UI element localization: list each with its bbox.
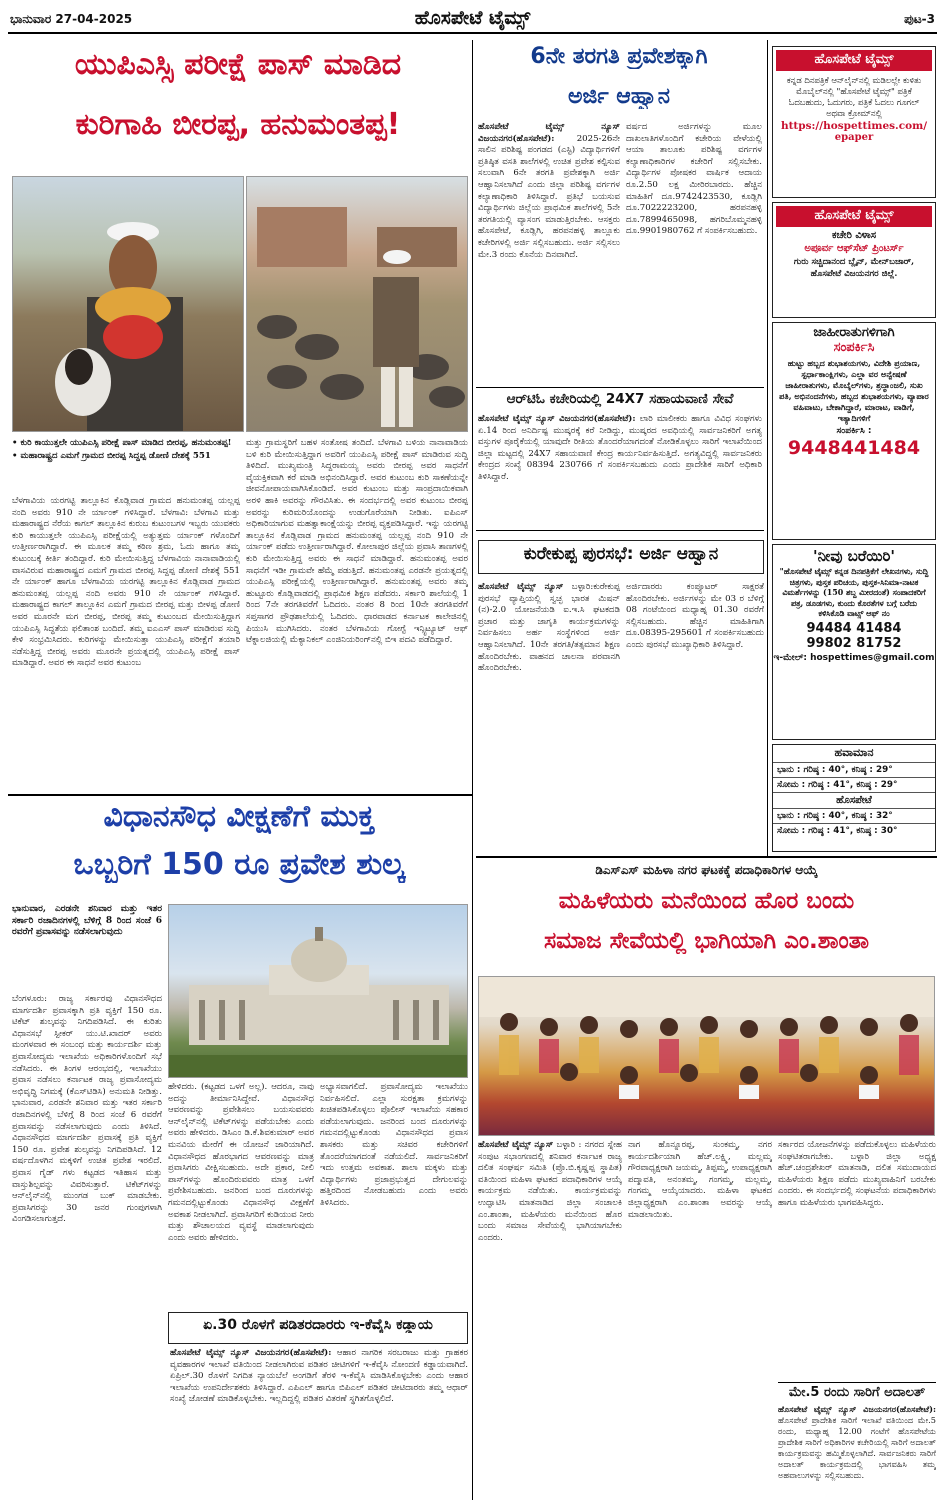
sidebar-ad-contact [772, 322, 936, 540]
adalat-story [778, 1404, 936, 1500]
ekyc-text: ಆಹಾರ ನಾಗರಿಕ ಸರಬರಾಜು ಮತ್ತು ಗ್ರಾಹಕರ ವ್ಯವಹಾರಗಳ ಇಲಾಖೆ ವತಿಯಿಂದ ನೀಡಲಾಗಿರುವ ಪಡಿತರ ಚೀಟಿಗಳಿಗೆ ಇ-ಕೆವೈಸಿ ನೋಂದಣಿ ಕಡ್ಡಾಯವಾಗಿದೆ. ಏಪ್ರಿಲ್.30 ರೊಳಗೆ ನಿಗದಿತ ನ್ಯಾಯಬೆಲೆ ಅಂಗಡಿಗೆ ತೆರಳಿ ಇ-ಕೆವೈಸಿ ಮಾಡಿಸಿಕೊಳ್ಳಬೇಕು ಎಂದು ಆಹಾರ ಇಲಾಖೆಯ ಉಪನಿರ್ದೇಶಕರು ತಿಳಿಸಿದ್ದಾರೆ. ಎಪಿಎಲ್ ಹಾಗೂ ಬಿಪಿಎಲ್ ಪಡಿತರ ಚೀಟಿದಾರರು ತಮ್ಮ ಆಧಾರ್ ಸಂಖ್ಯೆ ಜೋಡಣೆ ಮಾಡಿಕೊಳ್ಳಬೇಕು. ಇಲ್ಲದಿದ್ದಲ್ಲಿ ಪಡಿತರ ವಿತರಣೆ ಸ್ಥಗಿತಗೊಳ್ಳಲಿದೆ. [170, 1348, 468, 1405]
sheep-flock-icon [247, 177, 468, 432]
sidebar-ad2-office-label: ಕಚೇರಿ ವಿಳಾಸ [831, 229, 877, 241]
admission-byline: ಹೊಸಪೇಟೆ ಟೈಮ್ಸ್ ನ್ಯೂಸ್ ವಿಜಯನಗರ(ಹೊಸಪೇಟೆ): [478, 122, 620, 144]
sidebar-ad3-text: ಹುಟ್ಟು ಹಬ್ಬದ ಶುಭಾಶಯಗಳು, ವಿದೇಶಿ ಪ್ರಯಾಣ, ಸ್ಪರ್ಧಾಕಾಂಕ್ಷಿಗಳು, ಎಲ್ಲಾ ವರ ಅನ್ವೇಷಣೆ ಜಾಹೀರಾತುಗಳು, ಮೊಬೈಲ್‌ಗಳು, ಶ್ರದ್ಧಾಂಜಲಿ, ಸುಖ ಪತಿ, ಅಭಿನಂದನೆಗಳು, ಹಬ್ಬದ ಶುಭಾಶಯಗಳು, ವ್ಯಾಪಾರ ವಹಿವಾಟು, ಬೇಕಾಗಿದ್ದಾರೆ, ಮಾರಾಟ, ವಾಡಿಗೆ, ಇತ್ಯಾದಿಗಳಿಗೆ [779, 357, 929, 423]
sidebar-ad4-phone-1[interactable]: 94484 41484 [806, 620, 902, 636]
vidhana-building-icon [169, 905, 468, 1078]
adalat-headline: ಮೇ.5 ರಂದು ಸಾರಿಗೆ ಅದಾಲತ್ [778, 1382, 936, 1401]
dss-kicker: ಡಿಎಸ್ಎಸ್ ಮಹಿಳಾ ನಗರ ಘಟಕಕ್ಕೆ ಪದಾಧಿಕಾರಿಗಳ ಆಯ್ಕೆ [595, 864, 818, 877]
dss-column-3: ಸರ್ಕಾರದ ಯೋಜನೆಗಳನ್ನು ಪಡೆದುಕೊಳ್ಳಲು ಮಹಿಳೆಯರು ಸಂಘಟಿತರಾಗಬೇಕು. ಬಳ್ಳಾರಿ ಜಿಲ್ಲಾ ಅಧ್ಯಕ್ಷ ಹೆಚ್.ಚಂದ್ರಶೇಖರ್ ಮಾತನಾಡಿ, ದಲಿತ ಸಮುದಾಯದ ಮಹಿಳೆಯರು ಶಿಕ್ಷಣ ಪಡೆದು ಮುಖ್ಯವಾಹಿನಿಗೆ ಬರಬೇಕು ಎಂದರು. ಈ ಸಂದರ್ಭದಲ್ಲಿ ಸಂಘಟನೆಯ ಪದಾಧಿಕಾರಿಗಳು ಹಾಗೂ ಮಹಿಳೆಯರು ಭಾಗವಹಿಸಿದ್ದರು. [778, 1140, 936, 1208]
vidhana-column-3: ಅಭ್ಯಾಸವಾಗಲಿದೆ. ಪ್ರವಾಸೋದ್ಯಮ ಇಲಾಖೆಯು ನಿರ್ವಹಿಸಲಿದೆ. ಎಲ್ಲಾ ಸುರಕ್ಷತಾ ಕ್ರಮಗಳನ್ನು ಖಚಿತಪಡಿಸಿಕೊಳ್ಳಲು ಪೊಲೀಸ್ ಇಲಾಖೆಯ ಸಹಕಾರ ಪಡೆಯಲಾಗುವುದು. ಜನರಿಂದ ಬಂದ ದೂರುಗಳನ್ನು ಗಮನದಲ್ಲಿಟ್ಟುಕೊಂಡು ವಿಧಾನಸೌಧದ ಪ್ರವಾಸ ಶಾಸಕರು ಮತ್ತು ಸಚಿವರ ಕಚೇರಿಗಳಿಗೆ ತೊಂದರೆಯಾಗದಂತೆ ನಡೆಯಲಿದೆ. ಸಾರ್ವಜನಿಕರಿಗೆ ಇದು ಉತ್ತಮ ಅವಕಾಶ. ಶಾಲಾ ಮಕ್ಕಳು ಮತ್ತು ವಿದ್ಯಾರ್ಥಿಗಳು ಪ್ರಜಾಪ್ರಭುತ್ವದ ದೇಗುಲವನ್ನು ಹತ್ತಿರದಿಂದ ನೋಡಬಹುದು ಎಂದು ಅವರು ತಿಳಿಸಿದರು. [320, 1082, 468, 1208]
adalat-byline: ಹೊಸಪೇಟೆ ಟೈಮ್ಸ್ ನ್ಯೂಸ್ ವಿಜಯನಗರ(ಹೊಸಪೇಟೆ): [778, 1404, 936, 1414]
sidebar-ad4-email-label: ಇ-ಮೇಲ್: [773, 652, 807, 663]
birappa-figure-icon [13, 177, 244, 432]
masthead-title: ಹೊಸಪೇಟೆ ಟೈಮ್ಸ್ [414, 7, 531, 29]
admission-headline-1: 6ನೇ ತರಗತಿ ಪ್ರವೇಶಕ್ಕಾಗಿ [530, 44, 708, 69]
sidebar-ad2-printer: ಅಪೂರ್ವ ಆಫ್‌ಸೆಟ್ ಪ್ರಿಂಟರ್ಸ್ [804, 243, 904, 255]
sidebar-ad1-title: ಹೊಸಪೇಟೆ ಟೈಮ್ಸ್ [776, 50, 932, 71]
sidebar-ad4-title: 'ನೀವು ಬರೆಯಿರಿ' [812, 547, 895, 565]
lead-headline-1: ಯುಪಿಎಸ್ಸಿ ಪರೀಕ್ಷೆ ಪಾಸ್ ಮಾಡಿದ [74, 48, 402, 82]
lead-column-1: ಬೆಳಗಾವಿಯ ಯರಗಟ್ಟಿ ತಾಲ್ಲೂಕಿನ ಕೊಡ್ಲಿವಾಡ ಗ್ರಾಮದ ಹನುಮಂತಪ್ಪ ಯಲ್ಲಪ್ಪ ನಂದಿ ಅವರು 910 ನೇ ರ್ಯಾಂಕ್ ಗಳಿಸಿದ್ದಾರೆ. ಬೆಳಗಾವಿ: ಬೆಳಗಾವಿ ಮತ್ತು ಮಹಾರಾಷ್ಟ್ರದ ನೆರೆಯ ಕಾಗಲ್ ತಾಲ್ಲೂಕಿನ ಕುರುಬ ಕುಟುಂಬಗಳ ಇಬ್ಬರು ಯುವಕರು ಕುರಿ ಕಾಯುತ್ತಲೇ ಯುಪಿಎಸ್ಸಿ ಪರೀಕ್ಷೆಯಲ್ಲಿ ಅತ್ಯುತ್ತಮ ರ್ಯಾಂಕ್ ಗಳೊಂದಿಗೆ ಉತ್ತೀರ್ಣರಾಗಿದ್ದಾರೆ. ಈ ಮೂಲಕ ತಮ್ಮ ಕಠಿಣ ಶ್ರಮ, ಓದು ಹಾಗೂ ತಮ್ಮ ಕುಟುಂಬಕ್ಕೆ ಕೀರ್ತಿ ತಂದಿದ್ದಾರೆ. ಕುರಿ ಮೇಯಿಸುತ್ತಿದ್ದ ಬೆಳಗಾವಿಯ ನಾನಾವಾಡಿಯಲ್ಲಿ ವಾಸವಿರುವ ಮಹಾರಾಷ್ಟ್ರದ ಎಮಗೆ ಗ್ರಾಮದ ಬೀರಪ್ಪ ಸಿದ್ದಪ್ಪ ಡೋಣಿ ದೇಶಕ್ಕೆ 551 ನೇ ರ್ಯಾಂಕ್ ಹಾಗೂ ಬೆಳಗಾವಿಯ ಯರಗಟ್ಟಿ ತಾಲ್ಲೂಕಿನ ಕೊಡ್ಲಿವಾಡ ಗ್ರಾಮದ ಹನುಮಂತಪ್ಪ ಯಲ್ಲಪ್ಪ ನಂದಿ ಅವರು 910 ನೇ ರ್ಯಾಂಕ್ ಗಳಿಸಿದ್ದಾರೆ. ಮಹಾರಾಷ್ಟ್ರದ ಕಾಗಲ್ ತಾಲ್ಲೂಕಿನ ಎಮಗೆ ಗ್ರಾಮದ ಬೀರಪ್ಪ ಮತ್ತು ಬೀಳಪ್ಪ ಡೋಣಿ ಅವರ ಮೂರನೇ ಮಗ ಬೀರಪ್ಪ, ಬೀರಪ್ಪ ತಮ್ಮ ಕುಟುಂಬದ ಮೇಯಿಸುತ್ತಿದ್ದಾಗ ಯುಪಿಎಸ್ಸಿ ಸಿದ್ಧತೆಯ ಫಲಿತಾಂಶ ಬಂದಿದೆ. ತಮ್ಮ ಐಎಎಸ್ ಪಾಸ್ ಮಾಡಿರುವ ಸುದ್ದಿ ಕೇಳಿ ಸಂಭ್ರಮಿಸಿದರು. ಕುರಿಗಳನ್ನು ಮೇಯಿಸುತ್ತಾ ಯುಪಿಎಸ್ಸಿ ಪರೀಕ್ಷೆಗೆ ತಯಾರಿ ನಡೆಸುತ್ತಿದ್ದ ಬೀರಪ್ಪ ಅವರು ಮೂರನೇ ಪ್ರಯತ್ನದಲ್ಲಿ ಯುಪಿಎಸ್ಸಿ ಪರೀಕ್ಷೆ ಪಾಸ್ ಮಾಡಿದ್ದಾರೆ. ಅವರ ಈ ಸಾಧನೆ ಅವರ ಕುಟುಂಬ [12, 496, 240, 669]
kurekuppa-column-1 [478, 582, 620, 852]
ekyc-headline: ಏ.30 ರೊಳಗೆ ಪಡಿತರದಾರರು ಇ-ಕೆವೈಸಿ ಕಡ್ಡಾಯ [203, 1317, 433, 1333]
sidebar-ad4-text: "ಹೊಸಪೇಟೆ ಟೈಮ್ಸ್ ಕನ್ನಡ ದಿನಪತ್ರಿಕೆಗೆ ಲೇಖನಗಳು, ಸುದ್ದಿ ಚಿತ್ರಗಳು, ಪುಸ್ತಕ ಪರಿಚಯ, ಪುಸ್ತಕ-ಸಿನಿಮಾ-ನಾಟಕ ವಿಮರ್ಶೆಗಳನ್ನು (150 ಶಬ್ದ ಮೀರದಂತೆ) ಸಂಪಾದಕರಿಗೆ ಪತ್ರ, ಡೂಡಗಳು, ಕುಂದು ಕೊರತೆಗಳ ಬಗ್ಗೆ ಬರೆದು ಕಳಿಸಿಕೊಡಿ ವಾಟ್ಸ್ ಆಫ್ ನಂ [779, 567, 929, 619]
weather-row-3: ಭಾನು : ಗರಿಷ್ಠ : 40°, ಕನಿಷ್ಠ : 32° [773, 809, 935, 824]
admission-column-2: ವರ್ಷದ ಅರ್ಜಿಗಳನ್ನು ಮೂಲ ದಾಖಲಾತಿಗಳೊಂದಿಗೆ ಕಚೇರಿಯ ವೇಳೆಯಲ್ಲಿ ಆಯಾ ತಾಲೂಕು ಪರಿಶಿಷ್ಟ ವರ್ಗಗಳ ಕಲ್ಯಾಣಾಧಿಕಾರಿಗಳ ಕಚೇರಿಗೆ ಸಲ್ಲಿಸಬೇಕು. ವಿದ್ಯಾರ್ಥಿಗಳ ಪೋಷಕರ ವಾರ್ಷಿಕ ಆದಾಯ ರೂ.2.50 ಲಕ್ಷ ಮೀರಿರಬಾರದು. ಹೆಚ್ಚಿನ ಮಾಹಿತಿಗೆ ದೂ.9742423530, ಕೂಡ್ಲಿಗಿ ದೂ.7022223200, ಹರಪನಹಳ್ಳಿ ದೂ.7899465098, ಹಗರಿಬೊಮ್ಮನಹಳ್ಳಿ ದೂ.9901980762 ಗೆ ಸಂಪರ್ಕಿಸಬಹುದು. [626, 122, 762, 237]
dss-text-1: ಬಳ್ಳಾರಿ : ನಗರದ ಸ್ನೇಹ ಸಂಪುಟ ಸಭಾಂಗಣದಲ್ಲಿ ಶನಿವಾರ ಕರ್ನಾಟಕ ರಾಜ್ಯ ದಲಿತ ಸಂಘರ್ಷ ಸಮಿತಿ (ಪ್ರೊ.ಬಿ.ಕೃಷ್ಣಪ್ಪ ಸ್ಥಾಪಿತ) ವತಿಯಿಂದ ಮಹಿಳಾ ಘಟಕದ ಪದಾಧಿಕಾರಿಗಳ ಆಯ್ಕೆ ಕಾರ್ಯಕ್ರಮ ನಡೆಯಿತು. ಕಾರ್ಯಕ್ರಮವನ್ನು ಉದ್ಘಾಟಿಸಿ ಮಾತನಾಡಿದ ಜಿಲ್ಲಾ ಸಂಚಾಲಕಿ ಎಂ.ಶಾಂತಾ, ಮಹಿಳೆಯರು ಮನೆಯಿಂದ ಹೊರ ಬಂದು ಸಮಾಜ ಸೇವೆಯಲ್ಲಿ ಭಾಗಿಯಾಗಬೇಕು ಎಂದರು. [478, 1140, 622, 1243]
weather-title: ಹವಾಮಾನ [773, 745, 935, 763]
sidebar-ad4-email-row [773, 653, 935, 663]
sidebar-ad4-email[interactable]: hospettimes@gmail.com [810, 652, 935, 663]
masthead [8, 4, 937, 34]
lead-bullet-1: • ಕುರಿ ಕಾಯುತ್ತಲೇ ಯುಪಿಎಸ್ಸಿ ಪರೀಕ್ಷೆ ಪಾಸ್ ಮಾಡಿದ ಬೀರಪ್ಪ, ಹನುಮಂತಪ್ಪ! [12, 438, 232, 448]
vidhana-column-2: ಹೇಳಿದರು. (ಕಟ್ಟಡದ ಒಳಗೆ ಅಲ್ಲ). ಆದರೂ, ನಾವು ಅದನ್ನು ತೀರ್ಮಾನಿಸಿದ್ದೇವೆ. ವಿಧಾನಸೌಧ ಆವರಣವನ್ನು ಪ್ರವೇಶಿಸಲು ಬಯಸುವವರು ಆನ್‌ಲೈನ್‌ನಲ್ಲಿ ಟಿಕೆಟ್‌ಗಳನ್ನು ಪಡೆಯಬೇಕು ಎಂದು ಅವರು ಹೇಳಿದರು. ಡಿಸಿಎಂ ಡಿ.ಕೆ.ಶಿವಕುಮಾರ್ ಅವರ ಮನವಿಯ ಮೇರೆಗೆ ಈ ಯೋಜನೆ ಜಾರಿಯಾಗಿದೆ. ವಿಧಾನಸೌಧದ ಹೊರಭಾಗದ ಆವರಣವನ್ನು ಮಾತ್ರ ಪ್ರವಾಸಿಗರು ವೀಕ್ಷಿಸಬಹುದು. ಅದೇ ಪ್ರಕಾರ, ನೀಲಿ ಪಾಸ್‌ಗಳನ್ನು ಹೊಂದಿರುವವರು ಮಾತ್ರ ಒಳಗೆ ಪ್ರವೇಶಿಸಬಹುದು. ಜನರಿಂದ ಬಂದ ದೂರುಗಳನ್ನು ಗಮನದಲ್ಲಿಟ್ಟುಕೊಂಡು ವಿಧಾನಸೌಧ ವೀಕ್ಷಣೆಗೆ ಅವಕಾಶ ನೀಡಲಾಗಿದೆ. ಪ್ರವಾಸಿಗರಿಗೆ ಕುಡಿಯುವ ನೀರು ಮತ್ತು ಶೌಚಾಲಯದ ವ್ಯವಸ್ಥೆ ಮಾಡಲಾಗುವುದು ಎಂದು ಅವರು ಹೇಳಿದರು. [168, 1082, 314, 1243]
weather-row-4: ಸೋಮ : ಗರಿಷ್ಠ : 41°, ಕನಿಷ್ಠ : 30° [777, 826, 898, 837]
helpline-story [478, 414, 762, 526]
dss-group-photo [478, 976, 935, 1136]
kurekuppa-headline: ಕುರೇಕುಪ್ಪ ಪುರಸಭೆ: ಅರ್ಜಿ ಆಹ್ವಾನ [523, 545, 719, 564]
lead-headline-2: ಕುರಿಗಾಹಿ ಬೀರಪ್ಪ, ಹನುಮಂತಪ್ಪ! [75, 108, 401, 142]
lead-column-2: ಮತ್ತು ಗ್ರಾಮಸ್ಥರಿಗೆ ಬಹಳ ಸಂತೋಷ ತಂದಿದೆ. ಬೆಳಗಾವಿ ಬಳಿಯ ನಾನಾವಾಡಿಯ ಬಳಿ ಕುರಿ ಮೇಯಿಸುತ್ತಿದ್ದಾಗ ಅವರಿಗೆ ಯುಪಿಎಸ್ಸಿ ಪರೀಕ್ಷೆ ಪಾಸ್ ಮಾಡಿರುವ ಸುದ್ದಿ ತಿಳಿದಿದೆ. ಮುಖ್ಯಮಂತ್ರಿ ಸಿದ್ದರಾಮಯ್ಯ ಅವರು ಬೀರಪ್ಪ ಅವರ ಸಾಧನೆಗೆ ವೈಯಕ್ತಿಕವಾಗಿ ಕರೆ ಮಾಡಿ ಅಭಿನಂದಿಸಿದ್ದಾರೆ. ಅವರ ಕುಟುಂಬ ಕುರಿ ಸಾಕಣೆಯನ್ನೇ ಜೀವನೋಪಾಯವಾಗಿಸಿಕೊಂಡಿದೆ. ಅವರ ಕುಟುಂಬ ಮತ್ತು ಸಾಂಪ್ರದಾಯಿಕವಾಗಿ ಅರಳಿ ಹಾಕಿ ಅವರನ್ನು ಗೌರವಿಸಿತು. ಈ ಸಂದರ್ಭದಲ್ಲಿ ಅವರ ಕುಟುಂಬ ಬೀರಪ್ಪ ಅವರನ್ನು ಕುರಿಮರಿಯೊಂದನ್ನು ಉಡುಗೊರೆಯಾಗಿ ನೀಡಿತು. ಐಪಿಎಸ್ ಅಧಿಕಾರಿಯಾಗುವ ಮಹತ್ವಾಕಾಂಕ್ಷೆಯನ್ನು ಬೀರಪ್ಪ ವ್ಯಕ್ತಪಡಿಸಿದ್ದಾರೆ. ಇನ್ನು ಯರಗಟ್ಟಿ ತಾಲ್ಲೂಕಿನ ಕೊಡ್ಲಿವಾಡ ಗ್ರಾಮದ ಹನುಮಂತಪ್ಪ ಯಲ್ಲಪ್ಪ ನಂದಿ 910 ನೇ ರ್ಯಾಂಕ್ ಪಡೆದು ಉತ್ತೀರ್ಣರಾಗಿದ್ದಾರೆ. ಕೋಲಾಪುರ ಜಿಲ್ಲೆಯ ಪ್ರವಾಸಿ ತಾಣಗಳಲ್ಲಿ ಕುರಿ ಮೇಯಿಸುತ್ತಿದ್ದ ಅವರು ಈ ಸಾಧನೆ ಮಾಡಿದ್ದಾರೆ. ಹನುಮಂತಪ್ಪ ಅವರ ಸಾಧನೆಗೆ ಇಡೀ ಗ್ರಾಮವೇ ಹೆಮ್ಮೆ ಪಡುತ್ತಿದೆ. ಹನುಮಂತಪ್ಪ ಎರಡನೇ ಪ್ರಯತ್ನದಲ್ಲಿ ಯುಪಿಎಸ್ಸಿ ಪರೀಕ್ಷೆಯಲ್ಲಿ ಉತ್ತೀರ್ಣರಾಗಿದ್ದಾರೆ. ಹನುಮಂತಪ್ಪ ಅವರು ತಮ್ಮ ಹುಟ್ಟೂರು ಕೊಡ್ಲಿವಾಡದಲ್ಲಿ ಪ್ರಾಥಮಿಕ ಶಿಕ್ಷಣ ಪಡೆದರು. ಸರ್ಕಾರಿ ಶಾಲೆಯಲ್ಲಿ 1 ರಿಂದ 7ನೇ ತರಗತಿವರೆಗೆ ಓದಿದರು. ನಂತರ 8 ರಿಂದ 10ನೇ ತರಗತಿವರೆಗೆ ಸಪ್ತಸಾಗರ ಪ್ರೌಢಶಾಲೆಯಲ್ಲಿ ಓದಿದರು. ಧಾರವಾಡದ ಕರ್ನಾಟಕ ಕಾಲೇಜಿನಲ್ಲಿ ಪಿಯುಸಿ ಮುಗಿಸಿದರು. ನಂತರ ಬೆಳಗಾವಿಯ ಗೋಗ್ಟೆ ಇನ್ಸ್ಟಿಟ್ಯೂಟ್ ಆಫ್ ಟೆಕ್ನಾಲಜಿಯಲ್ಲಿ ಮೆಕ್ಯಾನಿಕಲ್ ಎಂಜಿನಿಯರಿಂಗ್‌ನಲ್ಲಿ ಬಿಇ ಪದವಿ ಪಡೆದಿದ್ದಾರೆ. [246, 438, 468, 646]
sidebar-ad1-text: ಕನ್ನಡ ದಿನಪತ್ರಿಕೆ ಆನ್‌ಲೈನ್‌ನಲ್ಲಿ ಮಡಿಲಲ್ಲೇ ಕುಳಿತು ಮೊಬೈಲ್‌ನಲ್ಲಿ "ಹೊಸಪೇಟೆ ಟೈಮ್ಸ್" ಪತ್ರಿಕೆ ಓದಬಹುದು, ಓದುಗರು, ಪತ್ರಿಕೆ ಓದಲು ಗೂಗಲ್ ಅಥವಾ ಕ್ರೋಮ್‌ನಲ್ಲಿ [786, 74, 922, 118]
dss-headline-1: ಮಹಿಳೆಯರು ಮನೆಯಿಂದ ಹೊರ ಬಂದು [558, 888, 855, 914]
kurekuppa-column-2: ಅರ್ಜಿದಾರರು ಕಂಪ್ಯೂಟರ್ ಸಾಕ್ಷರತೆ ಹೊಂದಿರಬೇಕು. ಅರ್ಜಿಗಳನ್ನು ಮೇ 03 ರ ಬೆಳಿಗ್ಗೆ 08 ಗಂಟೆಯಿಂದ ಮಧ್ಯಾಹ್ನ 01.30 ರವರೆಗೆ ಸಲ್ಲಿಸಬಹುದು. ಹೆಚ್ಚಿನ ಮಾಹಿತಿಗಾಗಿ ದೂ.08395-295601 ಗೆ ಸಂಪರ್ಕಿಸಬಹುದು ಎಂದು ಪುರಸಭೆ ಮುಖ್ಯಾಧಿಕಾರಿ ತಿಳಿಸಿದ್ದಾರೆ. [626, 582, 764, 650]
adalat-text: ಹೊಸಪೇಟೆ ಪ್ರಾದೇಶಿಕ ಸಾರಿಗೆ ಇಲಾಖೆ ವತಿಯಿಂದ ಮೇ.5 ರಂದು, ಮಧ್ಯಾಹ್ನ 12.00 ಗಂಟೆಗೆ ಹೊಸಪೇಟೆಯ ಪ್ರಾದೇಶಿಕ ಸಾರಿಗೆ ಅಧಿಕಾರಿಗಳ ಕಚೇರಿಯಲ್ಲಿ ಸಾರಿಗೆ ಅದಾಲತ್ ಕಾರ್ಯಕ್ರಮವನ್ನು ಹಮ್ಮಿಕೊಳ್ಳಲಾಗಿದೆ. ಸಾರ್ವಜನಿಕರು ಸಾರಿಗೆ ಅದಾಲತ್ ಕಾರ್ಯಕ್ರಮದಲ್ಲಿ ಭಾಗವಹಿಸಿ ತಮ್ಮ ಅಹವಾಲುಗಳನ್ನು ಸಲ್ಲಿಸಬಹುದು. [778, 1415, 936, 1480]
weather-city: ಹೊಸಪೇಟೆ [773, 793, 935, 810]
vidhana-soudha-photo [168, 904, 468, 1078]
lead-bullets [12, 438, 240, 463]
helpline-headline: ಆರ್‌ಟಿಓ ಕಚೇರಿಯಲ್ಲಿ 24X7 ಸಹಾಯವಾಣಿ ಸೇವೆ [506, 392, 734, 407]
admission-column-1 [478, 122, 620, 384]
sidebar-ad2-title: ಹೊಸಪೇಟೆ ಟೈಮ್ಸ್ [776, 206, 932, 227]
sidebar-ad1-url[interactable]: https://hospettimes.com/ [780, 119, 928, 132]
ekyc-byline: ಹೊಸಪೇಟೆ ಟೈಮ್ಸ್ ನ್ಯೂಸ್ ವಿಜಯನಗರ(ಹೊಸಪೇಟೆ): [170, 1348, 332, 1358]
admission-headline-2: ಅರ್ಜಿ ಆಹ್ವಾನ [567, 84, 671, 109]
dss-byline: ಹೊಸಪೇಟೆ ಟೈಮ್ಸ್ ನ್ಯೂಸ್ [478, 1140, 554, 1150]
weather-row-2: ಸೋಮ : ಗರಿಷ್ಠ : 41°, ಕನಿಷ್ಠ : 29° [773, 778, 935, 793]
page-number: ಪುಟ-3 [904, 12, 935, 26]
helpline-text: ಲಾರಿ ಮಾಲೀಕರು ಹಾಗೂ ವಿವಿಧ ಸಂಘಗಳು ಏ.14 ರಿಂದ ಅನಿರ್ದಿಷ್ಟ ಮುಷ್ಕರಕ್ಕೆ ಕರೆ ನೀಡಿದ್ದು, ಮುಷ್ಕರದ ಅವಧಿಯಲ್ಲಿ ಸಾರ್ವಜನಿಕರಿಗೆ ಅಗತ್ಯ ವಸ್ತುಗಳ ಪೂರೈಕೆಯಲ್ಲಿ ಯಾವುದೇ ರೀತಿಯ ತೊಂದರೆಯಾಗದಂತೆ ನೋಡಿಕೊಳ್ಳಲು ಸಾರಿಗೆ ಇಲಾಖೆಯಿಂದ ಜಿಲ್ಲಾ ಮಟ್ಟದಲ್ಲಿ 24X7 ಸಹಾಯವಾಣಿ ಕೇಂದ್ರ ಕಾರ್ಯನಿರ್ವಹಿಸುತ್ತಿದೆ. ಅಗತ್ಯವಿದ್ದಲ್ಲಿ ಸಾರ್ವಜನಿಕರು ಕೇಂದ್ರದ ಸಂಖ್ಯೆ 08394 230766 ಗೆ ಸಂಪರ್ಕಿಸಬಹುದು ಎಂದು ಪ್ರಾದೇಶಿಕ ಸಾರಿಗೆ ಅಧಿಕಾರಿ ತಿಳಿಸಿದ್ದಾರೆ. [478, 414, 762, 482]
dss-group-icon [479, 977, 935, 1136]
sidebar-ad-write [772, 544, 936, 740]
kurekuppa-byline: ಹೊಸಪೇಟೆ ಟೈಮ್ಸ್ ನ್ಯೂಸ್ [478, 582, 564, 592]
sidebar-ad1-epaper[interactable]: epaper [834, 131, 874, 143]
kurekuppa-text-1: ಬಳ್ಳಾರಿ:ಕುರೇಕುಪ್ಪ ಪುರಸಭೆ ವ್ಯಾಪ್ತಿಯಲ್ಲಿ ಸ್ವಚ್ಛ ಭಾರತ ಮಿಷನ್ (ನ)-2.0 ಯೋಜನೆಯಡಿ ಐ.ಇ.ಸಿ ಘಟಕದಡಿ ಪ್ರಚಾರ ಮತ್ತು ಜಾಗೃತಿ ಕಾರ್ಯಕ್ರಮಗಳನ್ನು ನಿರ್ವಹಿಸಲು ಅರ್ಹ ಸಂಸ್ಥೆಗಳಿಂದ ಅರ್ಜಿ ಆಹ್ವಾನಿಸಲಾಗಿದೆ. 10ನೇ ತರಗತಿ/ತತ್ಸಮಾನ ಶಿಕ್ಷಣ ಹೊಂದಿರಬೇಕು. ವಾಹನದ ಚಾಲನಾ ಪರವಾನಗಿ ಹೊಂದಿರಬೇಕು. [478, 582, 620, 674]
sidebar-ad3-phone[interactable]: 9448441484 [787, 437, 921, 460]
sidebar-ad-office [772, 202, 936, 318]
dss-column-1 [478, 1140, 622, 1496]
birappa-photo [12, 176, 244, 432]
lead-bullet-2: • ಮಹಾರಾಷ್ಟ್ರದ ಎಮಗೆ ಗ್ರಾಮದ ಬೀರಪ್ಪ ಸಿದ್ದಪ್ಪ ಡೋಣಿ ದೇಶಕ್ಕೆ 551 [12, 450, 211, 461]
sheep-herder-photo [246, 176, 468, 432]
masthead-date: ಭಾನುವಾರ 27-04-2025 [10, 12, 133, 26]
sidebar-ad3-subtitle: ಸಂಪರ್ಕಿಸಿ [833, 339, 875, 355]
sidebar-ad2-address: ಗುರು ಸಚ್ಚಿದಾನಂದ ಬ್ಲೈನ್, ಮೇನ್‌ಬಜಾರ್, ಹೊಸಪೇಟೆ ವಿಜಯನಗರ ಜಿಲ್ಲೆ. [793, 256, 915, 279]
sidebar-ad4-phone-2[interactable]: 99802 81752 [806, 635, 902, 651]
dss-column-2: ನಾಗ ಹೊನ್ನೂರಪ್ಪ, ಸುಂಕಮ್ಮ, ನಗರ ಕಾರ್ಯದರ್ಶಿಯಾಗಿ ಹೆಚ್.ಲಕ್ಷ್ಮಿ, ಮಲ್ಲಮ್ಮ ಗೌರವಾಧ್ಯಕ್ಷರಾಗಿ ಜಯಮ್ಮ, ತಿಪ್ಪಮ್ಮ, ಉಪಾಧ್ಯಕ್ಷರಾಗಿ ಪದ್ಮಾವತಿ, ಅನಂತಮ್ಮ, ಗಂಗಮ್ಮ, ಮಲ್ಲಮ್ಮ, ಗಂಗಮ್ಮ ಆಯ್ಕೆಯಾದರು. ಮಹಿಳಾ ಘಟಕದ ಜಿಲ್ಲಾಧ್ಯಕ್ಷರಾಗಿ ಎಂ.ಶಾಂತಾ ಅವರನ್ನು ಆಯ್ಕೆ ಮಾಡಲಾಯಿತು. [628, 1140, 772, 1220]
sidebar-ad3-title: ಜಾಹೀರಾತುಗಳಿಗಾಗಿ [813, 325, 895, 340]
sidebar-weather [772, 744, 936, 852]
weather-row-1: ಭಾನು : ಗರಿಷ್ಠ : 40°, ಕನಿಷ್ಠ : 29° [773, 763, 935, 778]
dss-headline-2: ಸಮಾಜ ಸೇವೆಯಲ್ಲಿ ಭಾಗಿಯಾಗಿ ಎಂ.ಶಾಂತಾ [543, 928, 870, 954]
admission-text-1: 2025-26ನೇ ಸಾಲಿನ ಪರಿಶಿಷ್ಟ ಪಂಗಡದ (ಎಸ್ಟಿ) ವಿದ್ಯಾರ್ಥಿಗಳಿಗೆ ಪ್ರತಿಷ್ಠಿತ ವಸತಿ ಶಾಲೆಗಳಲ್ಲಿ ಉಚಿತ ಪ್ರವೇಶ ಕಲ್ಪಿಸುವ ಸಲುವಾಗಿ 6ನೇ ತರಗತಿ ಪ್ರವೇಶಕ್ಕಾಗಿ ಅರ್ಜಿ ಆಹ್ವಾನಿಸಲಾಗಿದೆ ಎಂದು ಜಿಲ್ಲಾ ಪರಿಶಿಷ್ಟ ವರ್ಗಗಳ ಕಲ್ಯಾಣಾಧಿಕಾರಿ ತಿಳಿಸಿದ್ದಾರೆ. ಪ್ರತಿಭೆ ಬಯಸುವ ವಿದ್ಯಾರ್ಥಿಗಳು ಜಿಲ್ಲೆಯ ಪ್ರಾಥಮಿಕ ಶಾಲೆಗಳಲ್ಲಿ 5ನೇ ತರಗತಿಯಲ್ಲಿ ವ್ಯಾಸಂಗ ಮಾಡುತ್ತಿರಬೇಕು. ಆಸಕ್ತರು ಹೊಸಪೇಟೆ, ಕೂಡ್ಲಿಗಿ, ಹರಪನಹಳ್ಳಿ ತಾಲ್ಲೂಕು ಕಚೇರಿಗಳಲ್ಲಿ ಅರ್ಜಿ ಸಲ್ಲಿಸಬಹುದು. ಅರ್ಜಿ ಸಲ್ಲಿಸಲು ಮೇ.3 ರಂದು ಕೊನೆಯ ದಿನವಾಗಿದೆ. [478, 133, 620, 260]
sidebar-ad-epaper [772, 46, 936, 198]
vidhana-subhead: ಭಾನುವಾರ, ಎರಡನೇ ಶನಿವಾರ ಮತ್ತು ಇತರ ಸರ್ಕಾರಿ ರಜಾದಿನಗಳಲ್ಲಿ ಬೆಳಿಗ್ಗೆ 8 ರಿಂದ ಸಂಜೆ 6 ರವರೆಗೆ ಪ್ರವಾಸವನ್ನು ನಡೆಸಲಾಗುವುದು [12, 904, 162, 938]
helpline-byline: ಹೊಸಪೇಟೆ ಟೈಮ್ಸ್ ನ್ಯೂಸ್ ವಿಜಯನಗರ(ಹೊಸಪೇಟೆ): [478, 414, 636, 424]
sidebar-ad3-contact-label: ಸಂಪರ್ಕಿಸಿ : [836, 425, 872, 436]
ekyc-story [170, 1348, 468, 1500]
vidhana-column-1: ಬೆಂಗಳೂರು: ರಾಜ್ಯ ಸರ್ಕಾರವು ವಿಧಾನಸೌಧದ ಮಾರ್ಗದರ್ಶಿ ಪ್ರವಾಸಕ್ಕಾಗಿ ಪ್ರತಿ ವ್ಯಕ್ತಿಗೆ 150 ರೂ. ಟಿಕೆಟ್ ಶುಲ್ಕವನ್ನು ನಿಗದಿಪಡಿಸಿದೆ. ಈ ಕುರಿತು ವಿಧಾನಸಭೆ ಸ್ಪೀಕರ್ ಯು.ಟಿ.ಖಾದರ್ ಅವರು ಮಂಗಳವಾರ ಈ ಸಂಬಂಧ ಮತ್ತು ಕಾರ್ಯದರ್ಶಿ ಮತ್ತು ಪ್ರವಾಸೋದ್ಯಮ ಇಲಾಖೆಯ ಅಧಿಕಾರಿಗಳೊಂದಿಗೆ ಸಭೆ ನಡೆಸಿದರು. ಈ ತಿಂಗಳ ಆರಂಭದಲ್ಲಿ, ಇಲಾಖೆಯು ಪ್ರವಾಸ ನಡೆಸಲು ಕರ್ನಾಟಕ ರಾಜ್ಯ ಪ್ರವಾಸೋದ್ಯಮ ಅಭಿವೃದ್ಧಿ ನಿಗಮಕ್ಕೆ (ಕೆಎಸ್‌ಟಿಡಿಸಿ) ಅನುಮತಿ ನೀಡಿತ್ತು. ಭಾನುವಾರ, ಎರಡನೇ ಶನಿವಾರ ಮತ್ತು ಇತರ ಸರ್ಕಾರಿ ರಜಾದಿನಗಳಲ್ಲಿ ಬೆಳಿಗ್ಗೆ 8 ರಿಂದ ಸಂಜೆ 6 ರವರೆಗೆ ಪ್ರವಾಸವನ್ನು ನಡೆಸಲಾಗುವುದು ಎಂದು ತಿಳಿಸಿದೆ. ವಿಧಾನಸೌಧದ ಮಾರ್ಗದರ್ಶಿ ಪ್ರವಾಸಕ್ಕೆ ಪ್ರತಿ ವ್ಯಕ್ತಿಗೆ 150 ರೂ. ಪ್ರವೇಶ ಶುಲ್ಕವನ್ನು ನಿಗದಿಪಡಿಸಿದೆ. 12 ವರ್ಷದೊಳಗಿನ ಮಕ್ಕಳಿಗೆ ಉಚಿತ ಪ್ರವೇಶ ಇರಲಿದೆ. ಪ್ರವಾಸ ಗೈಡ್ ಗಳು ಕಟ್ಟಡದ ಇತಿಹಾಸ ಮತ್ತು ವಾಸ್ತುಶಿಲ್ಪವನ್ನು ವಿವರಿಸುತ್ತಾರೆ. ಟಿಕೆಟ್‌ಗಳನ್ನು ಆನ್‌ಲೈನ್‌ನಲ್ಲಿ ಮುಂಗಡ ಬುಕ್ ಮಾಡಬೇಕು. ಪ್ರವಾಸಿಗರನ್ನು 30 ಜನರ ಗುಂಪುಗಳಾಗಿ ವಿಂಗಡಿಸಲಾಗುತ್ತದೆ. [12, 994, 162, 1225]
vidhana-headline-1: ವಿಧಾನಸೌಧ ವೀಕ್ಷಣೆಗೆ ಮುಕ್ತ [103, 800, 375, 834]
vidhana-headline-2: ಒಬ್ಬರಿಗೆ 150 ರೂ ಪ್ರವೇಶ ಶುಲ್ಕ [73, 848, 405, 882]
